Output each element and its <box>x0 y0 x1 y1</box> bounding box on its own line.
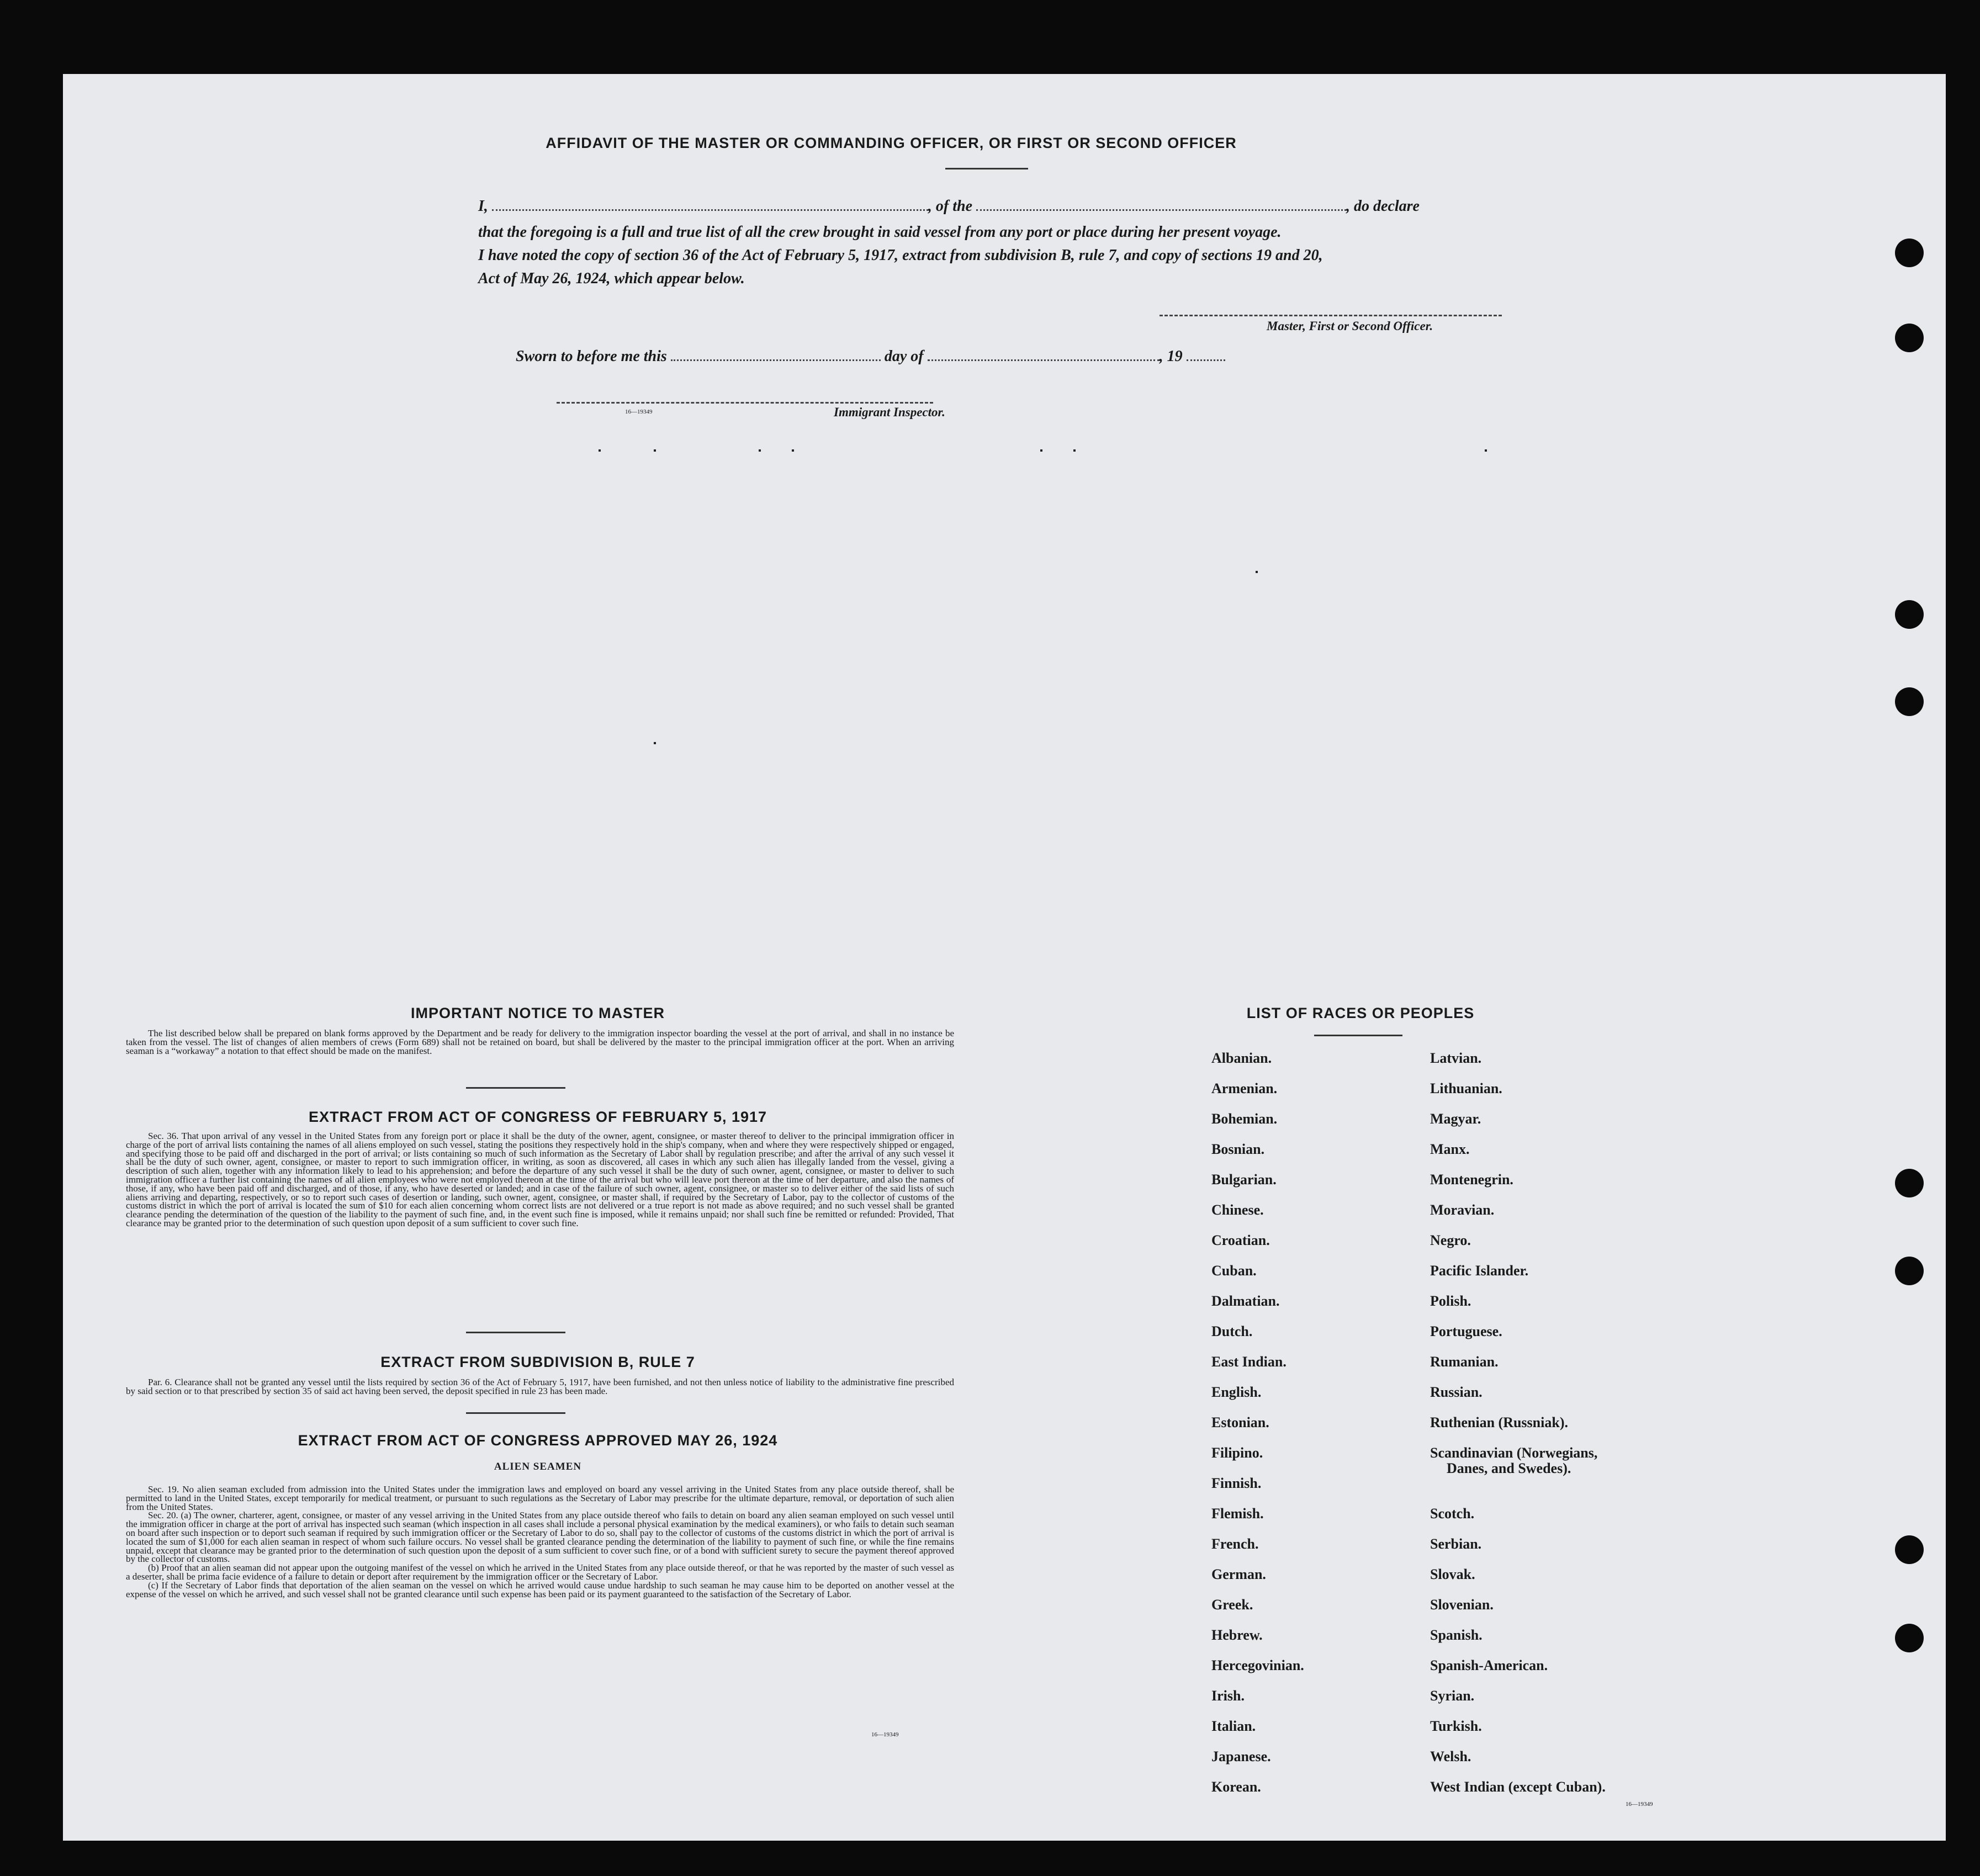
race-item: Bosnian. <box>1211 1141 1265 1157</box>
rule7-text: Par. 6. Clearance shall not be granted any vessel until the lists required by section 36 of the Act of February 5, 1917, have been furnished, and not then unless notice of liability to the administrative fine prescribed by said section or to that prescribed by section 35 of said act having been served, the deposit specified in rule 23 has been made. <box>126 1377 954 1396</box>
race-item: Danes, and Swedes). <box>1447 1460 1571 1476</box>
do-declare-label: , do declare <box>1346 198 1420 215</box>
sec19-text: Sec. 19. No alien seaman excluded from admission into the United States under the immigration laws and employed on board any vessel arriving in the United States from any place outside thereof, shall be permitted to land in the United States, except temporarily for medical treatment, or pursuant to such regulations as the Secretary of Labor may prescribe for the ultimate departure, removal, or deportation of such alien from the United States. <box>126 1484 954 1512</box>
sec20b-text: (b) Proof that an alien seaman did not appear upon the outgoing manifest of the vessel on which he arrived in the United States from any place outside thereof, or that he was reported by the master of such vessel as a deserter, shall be prima facie evidence of a failure to detain or deport after requirement by the immigration officer or the Secretary of Labor. <box>126 1562 954 1582</box>
dust-mark <box>1256 571 1258 573</box>
inspector-signature-line[interactable] <box>557 402 933 404</box>
race-item: Latvian. <box>1430 1050 1482 1066</box>
form-number-bottom-right: 16—19349 <box>1626 1801 1653 1808</box>
dust-mark <box>792 449 794 452</box>
race-item: Estonian. <box>1211 1414 1269 1430</box>
race-item: Dutch. <box>1211 1323 1253 1339</box>
race-item: Scotch. <box>1430 1506 1475 1522</box>
race-item: Albanian. <box>1211 1050 1272 1066</box>
race-item: Flemish. <box>1211 1506 1264 1522</box>
race-item: Italian. <box>1211 1718 1256 1734</box>
declaration-line-2: that the foregoing is a full and true list of all the crew brought in said vessel from any port or place during her present voyage. <box>478 224 1282 241</box>
dust-mark <box>759 449 761 452</box>
extract-1917-text: Sec. 36. That upon arrival of any vessel in the United States from any foreign port or place it shall be the duty of the owner, agent, consignee, or master thereof to deliver to the principal immigration officer in charge of the port of arrival lists containing the names of all aliens employed on such vessel, stating the positions they respectively hold in the ship's company, when and where they were respectively shipped or engaged, and specifying those to be paid off and discharged in the port of arrival; or lists containing so much of such information as the Secretary of Labor shall by regulation prescribe; and after the arrival of any such vessel it shall be the duty of such owner, agent, consignee, or master to report to such immigration officer, in writing, as soon as discovered, all cases in which any such alien has illegally landed from the vessel, giving a description of such alien, together with any information likely to lead to his apprehension; and before the departure of any such vessel it shall be the duty of such owner, agent, consignee, or master to deliver to such immigration officer a further list containing the names of all alien employees who were not employed thereon at the time of the arrival but who will leave port thereon at the time of her departure, and also the names of those, if any, who have been paid off and discharged, and of those, if any, who have deserted or landed; and in case of the failure of such owner, agent, consignee, or master so to deliver either of the said lists of such aliens arriving and departing, respectively, or so to report such cases of desertion or landing, such owner, agent, consignee, or master shall, if required by the Secretary of Labor, pay to the collector of customs of the customs district in which the port of arrival is located the sum of $10 for each alien concerning whom correct lists are not delivered or a true report is not made as above required; and no such vessel shall be granted clearance pending the determination of the question of the liability to the payment of such fine, and, in the event such fine is imposed, while it remains unpaid; nor shall such fine be remitted or refunded: Provided, That clearance may be granted prior to the determination of such question upon deposit of a sum sufficient to cover such fine. <box>126 1131 954 1228</box>
race-item: Russian. <box>1430 1384 1483 1400</box>
title-divider <box>945 168 1028 169</box>
declaration-line-4: Act of May 26, 1924, which appear below. <box>478 270 745 287</box>
signature-line[interactable] <box>1160 315 1502 316</box>
inspector-label: Immigrant Inspector. <box>834 405 945 419</box>
race-item: Slovenian. <box>1430 1597 1494 1613</box>
dust-mark <box>1485 449 1487 452</box>
race-item: Chinese. <box>1211 1202 1264 1218</box>
race-item: German. <box>1211 1566 1266 1582</box>
vessel-field[interactable] <box>976 209 1346 211</box>
race-item: Moravian. <box>1430 1202 1495 1218</box>
name-field[interactable] <box>492 209 928 211</box>
sworn-month-field[interactable] <box>928 359 1160 361</box>
race-item: Negro. <box>1430 1232 1471 1248</box>
race-item: Lithuanian. <box>1430 1080 1502 1096</box>
race-item: Greek. <box>1211 1597 1253 1613</box>
races-left-column <box>1211 1050 1304 1809</box>
race-item: Spanish-American. <box>1430 1657 1548 1673</box>
race-item: Armenian. <box>1211 1080 1278 1096</box>
dust-mark <box>654 449 656 452</box>
race-item: Hercegovinian. <box>1211 1657 1304 1673</box>
dust-mark <box>654 742 656 744</box>
of-the-label: , of the <box>928 198 973 215</box>
dust-mark <box>1073 449 1076 452</box>
year-label: , 19 <box>1159 348 1183 365</box>
day-of-label: day of <box>884 348 924 365</box>
punch-hole <box>1895 1624 1924 1652</box>
race-item: Cuban. <box>1211 1263 1257 1279</box>
races-divider <box>1314 1035 1402 1036</box>
sworn-day-field[interactable] <box>671 359 881 361</box>
divider <box>466 1412 565 1414</box>
punch-hole <box>1895 1535 1924 1564</box>
race-item: Filipino. <box>1211 1445 1263 1461</box>
declaration-line-3: I have noted the copy of section 36 of the Act of February 5, 1917, extract from subdivision B, rule 7, and copy of sections 19 and 20, <box>478 247 1323 264</box>
race-item: Bohemian. <box>1211 1111 1278 1127</box>
sworn-line <box>516 348 1225 365</box>
race-item: Croatian. <box>1211 1232 1270 1248</box>
race-item: Hebrew. <box>1211 1627 1263 1643</box>
race-item: Irish. <box>1211 1688 1245 1704</box>
race-item: Japanese. <box>1211 1748 1271 1764</box>
punch-hole <box>1895 1257 1924 1285</box>
race-item: Turkish. <box>1430 1718 1482 1734</box>
race-item: Welsh. <box>1430 1748 1471 1764</box>
form-number-top: 16—19349 <box>625 409 653 415</box>
race-item: Pacific Islander. <box>1430 1263 1529 1279</box>
punch-hole <box>1895 687 1924 716</box>
race-item: Polish. <box>1430 1293 1471 1309</box>
race-item: English. <box>1211 1384 1262 1400</box>
race-item: Portuguese. <box>1430 1323 1502 1339</box>
form-number-bottom-left: 16—19349 <box>871 1731 899 1738</box>
races-title: LIST OF RACES OR PEOPLES <box>1246 1005 1475 1021</box>
signature-label: Master, First or Second Officer. <box>1267 319 1433 333</box>
races-right-column <box>1430 1050 1606 1809</box>
divider <box>466 1332 565 1333</box>
sworn-label: Sworn to before me this <box>516 348 667 365</box>
sworn-year-field[interactable] <box>1187 359 1225 361</box>
race-item: Ruthenian (Russniak). <box>1430 1414 1568 1430</box>
race-item: Scandinavian (Norwegians, <box>1430 1445 1598 1461</box>
race-item: Manx. <box>1430 1141 1470 1157</box>
rule7-title: EXTRACT FROM SUBDIVISION B, RULE 7 <box>380 1354 695 1370</box>
dust-mark <box>599 449 601 452</box>
divider <box>466 1087 565 1089</box>
extract-1924-text <box>126 1485 954 1598</box>
race-item: Slovak. <box>1430 1566 1475 1582</box>
i-label: I, <box>478 198 488 215</box>
notice-title: IMPORTANT NOTICE TO MASTER <box>411 1005 665 1021</box>
race-item: West Indian (except Cuban). <box>1430 1779 1606 1795</box>
race-item: Montenegrin. <box>1430 1172 1513 1188</box>
race-item: Magyar. <box>1430 1111 1481 1127</box>
race-item: Serbian. <box>1430 1536 1482 1552</box>
sec20a-text: Sec. 20. (a) The owner, charterer, agent, consignee, or master of any vessel arriving in the United States from any place outside thereof who fails to detain on board any alien seaman employed on such vessel until the immigration officer in charge at the port of arrival has inspected such seaman (which inspection in all cases shall include a personal physical examination by the medical examiners), or who fails to detain such seaman on board after such inspection or to deport such seaman if required by such immigration officer or the Secretary of Labor to do so, shall pay to the collector of customs of the customs district in which the port of arrival is located the sum of $1,000 for each alien seaman in respect of whom such failure occurs. No vessel shall be granted clearance pending the determination of the liability to payment of such fine, or while the fine remains unpaid, except that clearance may be granted prior to the determination of such question upon the deposit of a sum sufficient to cover such fine, or of a bond with sufficient surety to secure the payment thereof approved by the collector of customs. <box>126 1510 954 1565</box>
race-item: Finnish. <box>1211 1475 1262 1491</box>
dust-mark <box>1040 449 1042 452</box>
declaration-line <box>478 198 1538 215</box>
punch-hole <box>1895 324 1924 352</box>
form-page <box>63 74 1946 1841</box>
race-item: Dalmatian. <box>1211 1293 1280 1309</box>
extract-1924-title: EXTRACT FROM ACT OF CONGRESS APPROVED MAY 26, 1924 <box>298 1432 778 1449</box>
sec20c-text: (c) If the Secretary of Labor finds that deportation of the alien seaman on the vessel on which he arrived would cause undue hardship to such seaman he may cause him to be deported on another vessel at the expense of the vessel on which he arrived, and such vessel shall not be granted clearance until such expense has been paid or its payment guaranteed to the satisfaction of the Secretary of Labor. <box>126 1580 954 1599</box>
punch-hole <box>1895 239 1924 267</box>
extract-1917-title: EXTRACT FROM ACT OF CONGRESS OF FEBRUARY 5, 1917 <box>308 1109 767 1125</box>
punch-hole <box>1895 1169 1924 1197</box>
race-item: Rumanian. <box>1430 1354 1499 1370</box>
race-item: Syrian. <box>1430 1688 1475 1704</box>
race-item: East Indian. <box>1211 1354 1287 1370</box>
punch-hole <box>1895 600 1924 629</box>
race-item: Korean. <box>1211 1779 1261 1795</box>
declaration-text <box>478 221 1538 290</box>
notice-text: The list described below shall be prepared on blank forms approved by the Department and be ready for delivery to the immigration inspector boarding the vessel at the port of arrival, and shall in no instance be taken from the vessel. The list of changes of alien members of crews (Form 689) shall not be retained on board, but shall be delivered by the master to the principal immigration officer at the port. When an arriving seaman is a “workaway” a notation to that effect should be made on the manifest. <box>126 1028 954 1056</box>
affidavit-title: AFFIDAVIT OF THE MASTER OR COMMANDING OFFICER, OR FIRST OR SECOND OFFICER <box>546 135 1237 151</box>
race-item: French. <box>1211 1536 1259 1552</box>
race-item: Bulgarian. <box>1211 1172 1277 1188</box>
race-item: Spanish. <box>1430 1627 1483 1643</box>
alien-seamen-subtitle: ALIEN SEAMEN <box>494 1461 582 1472</box>
